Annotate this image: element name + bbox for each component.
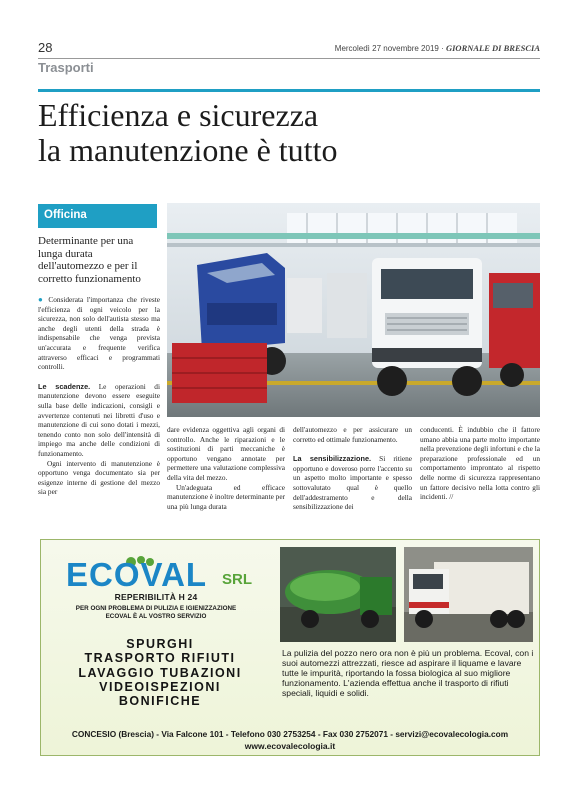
- truck-illustration: [404, 547, 533, 642]
- availability: REPERIBILITÀ H 24: [114, 592, 198, 602]
- body-column-3: [293, 425, 412, 512]
- subheadline: Determinante per una lunga durata dell'automezzo e per il corretto funzionamento: [38, 235, 141, 285]
- tagline-line-1: PER OGNI PROBLEMA DI PULIZIA E IGIENIZZAZIONE: [75, 605, 237, 612]
- accent-rule: [38, 89, 540, 92]
- ad-description: La pulizia del pozzo nero ora non è più un problema. Ecoval, con i suoi automezzi attrezzati, riesce ad aspirare il liquame e lavare tutte le impurità, riportando la fossa biologica al suo migliore funzionamento. L'azienda effettua anche il trasporto di rifiuti speciali, liquidi e solidi.: [282, 648, 534, 698]
- header-rule: [38, 58, 540, 59]
- paragraph: Si ritiene opportuno e doveroso porre l'accento su un aspetto molto importante e spesso sottovalutato qual è quello dell'addestramento e della sensibilizzazione dei: [293, 454, 412, 512]
- paragraph: Un'adeguata ed efficace manutenzione è inoltre determinante per una più lunga durata: [167, 482, 285, 511]
- workshop-photo-illustration: [167, 203, 540, 417]
- issue-date: Mercoledì 27 novembre 2019: [334, 44, 439, 53]
- workshop-photo: [167, 203, 540, 417]
- kicker-label: Officina: [38, 204, 157, 228]
- date-line: [335, 43, 540, 53]
- date-separator: ·: [441, 44, 444, 53]
- paragraph: Considerata l'importanza che riveste l'efficienza di ogni veicolo per la sicurezza, non solo dell'autista stesso ma anche degli utenti della strada è indispensabile che venga prevista un'accurata e frequente verifica attraverso efficaci e programmati controlli.: [38, 295, 160, 372]
- paragraph: Le operazioni di manutenzione devono essere eseguite sulla base delle indicazioni, consigli e avvertenze contenuti nei libretti d'uso e manutenzione di cui sono dotati i mezzi, tenendo conto non solo dell'intensità di impiego ma anche delle condizioni di funzionamento.: [38, 381, 160, 458]
- service-item: TRASPORTO RIFIUTI: [84, 651, 236, 666]
- paragraph: dell'automezzo e per assicurare un corretto ed ottimale funzionamento.: [293, 425, 412, 444]
- tagline-line-2: ECOVAL È AL VOSTRO SERVIZIO: [105, 613, 207, 620]
- service-item: LAVAGGIO TUBAZIONI: [78, 665, 242, 680]
- ecoval-logo: [66, 554, 256, 594]
- page-number: 28: [38, 40, 53, 55]
- paragraph: Ogni intervento di manutenzione è opportuno venga documentato sia per esigenze interne di gestione del mezzo sia per: [38, 458, 160, 497]
- ad-tagline: [66, 605, 246, 621]
- service-item: SPURGHI: [126, 637, 194, 651]
- section-title: Trasporti: [38, 60, 94, 75]
- paragraph: dare evidenza oggettiva agli organi di controllo. Anche le riparazioni e le sostituzioni di parti meccaniche è opportuno vengano annotate per permettere una valutazione complessiva della vita del mezzo.: [167, 425, 285, 482]
- newspaper-name: GIORNALE DI BRESCIA: [445, 43, 540, 53]
- brand-name: ECOVAL: [66, 556, 208, 593]
- paragraph-lead: Le scadenze.: [38, 381, 91, 391]
- paragraph: conducenti. È indubbio che il fattore umano abbia una parte molto importante nella prevenzione degli infortuni e che la preparazione professionale ed un comportamento improntato al rispetto delle norme di sicurezza rappresentano un fattore decisivo nella lotta contro gli incidenti.: [420, 425, 540, 502]
- service-item: BONIFICHE: [118, 694, 202, 709]
- headline-line-1: Efficienza e sicurezza: [38, 97, 319, 133]
- headline-line-2: la manutenzione è tutto: [38, 132, 338, 168]
- bullet-icon: ●: [38, 295, 45, 304]
- end-mark: //: [449, 492, 454, 502]
- page-header: [38, 40, 540, 60]
- tanker-truck-illustration: [280, 547, 396, 642]
- paragraph-lead: La sensibilizzazione.: [293, 454, 372, 464]
- services-list: [50, 637, 270, 708]
- body-column-4: [420, 425, 540, 502]
- body-column-2: [167, 425, 285, 511]
- body-column-1: [38, 295, 160, 497]
- ad-contact: CONCESIO (Brescia) - Via Falcone 101 - Telefono 030 2753254 - Fax 030 2752071 - servizi@ecovalecologia.com: [71, 729, 509, 739]
- brand-suffix: SRL: [222, 571, 252, 588]
- headline: [38, 98, 540, 168]
- truck-photo: [404, 547, 533, 642]
- service-item: VIDEOISPEZIONI: [99, 679, 221, 694]
- ad-website[interactable]: www.ecovalecologia.it: [244, 741, 336, 751]
- tanker-truck-photo: [280, 547, 396, 642]
